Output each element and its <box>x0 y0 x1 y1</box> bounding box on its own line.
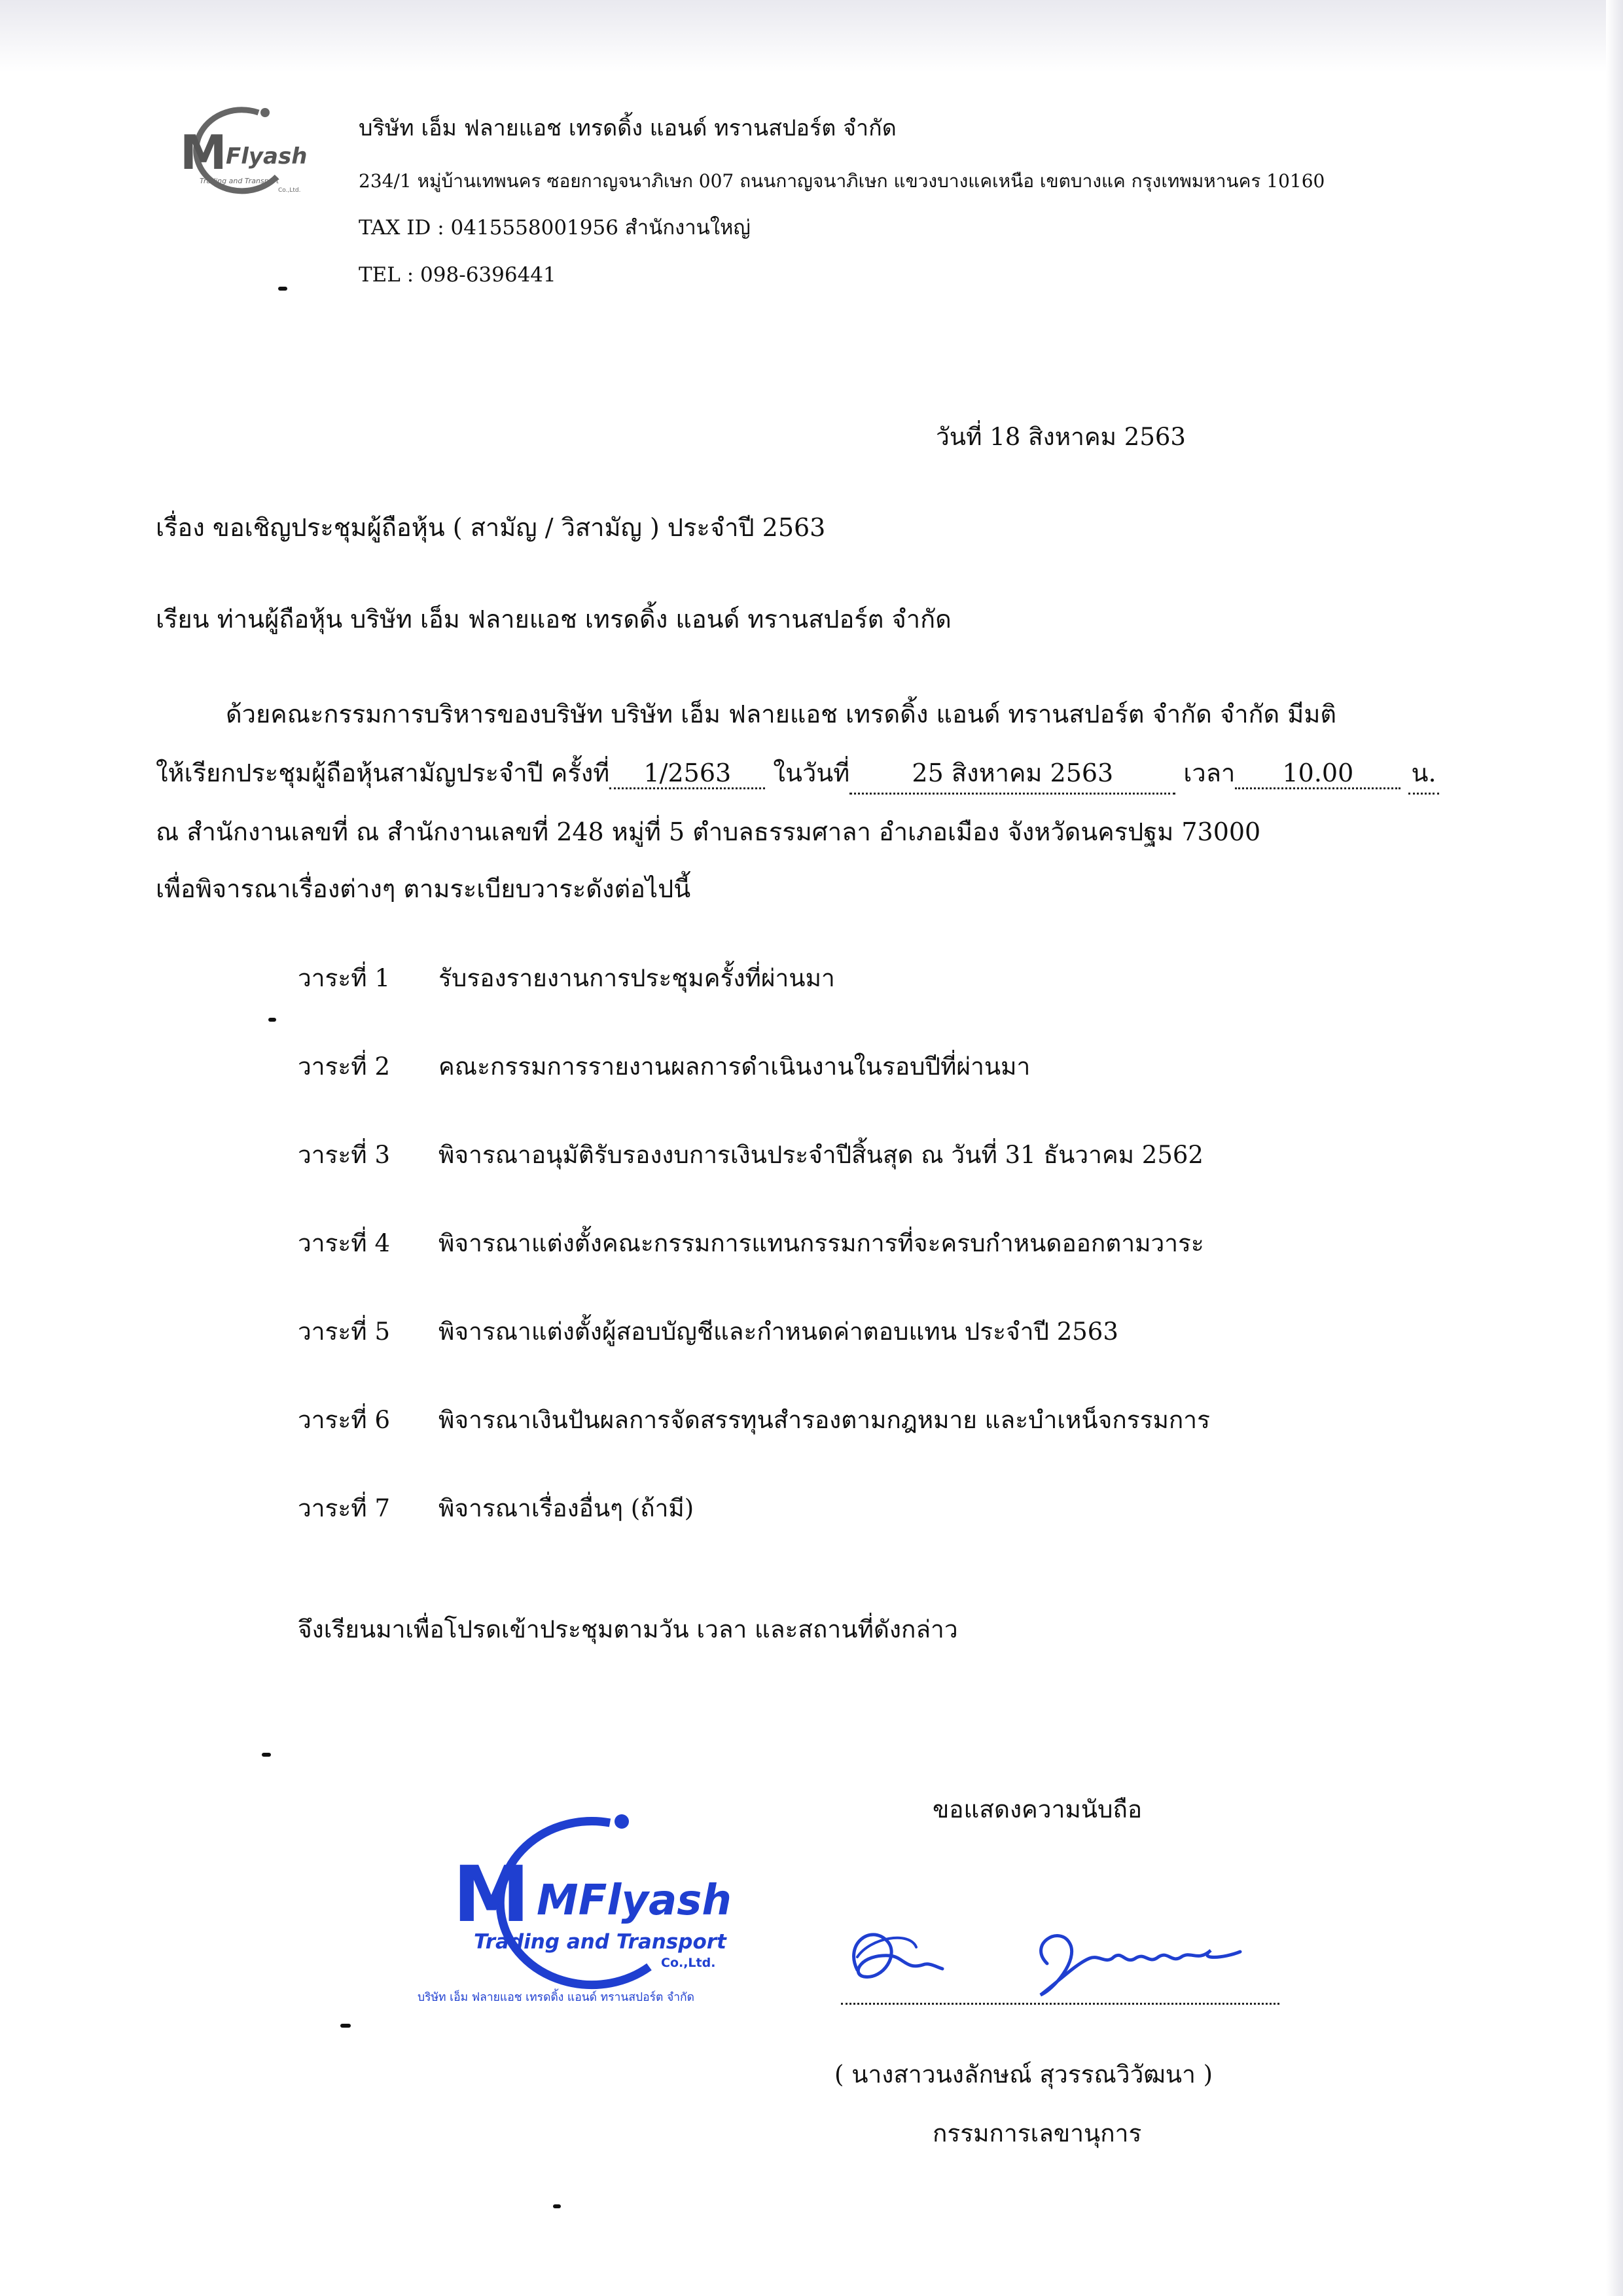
agenda-number: วาระที่ 4 <box>298 1229 390 1257</box>
scan-right-edge <box>1606 0 1623 2296</box>
agenda-text: รับรองรายงานการประชุมครั้งที่ผ่านมา <box>438 964 835 992</box>
svg-text:Flyash: Flyash <box>226 143 308 170</box>
signature-line <box>841 2003 1279 2005</box>
agenda-number: วาระที่ 2 <box>298 1052 390 1081</box>
company-logo-icon <box>160 98 330 200</box>
scan-edge-shadow <box>0 0 1623 72</box>
scan-speck <box>340 2024 351 2028</box>
agenda-text: พิจารณาเงินปันผลการจัดสรรทุนสำรองตามกฎหมาย และบำเหน็จกรรมการ <box>438 1406 1210 1434</box>
agenda-text: พิจารณาเรื่องอื่นๆ (ถ้ามี) <box>438 1494 694 1522</box>
meeting-intro: ให้เรียกประชุมผู้ถือหุ้นสามัญประจำปี ครั้งที่ <box>156 759 610 787</box>
meeting-number: 1/2563 <box>609 759 765 789</box>
agenda-number: วาระที่ 6 <box>298 1406 390 1434</box>
company-address: 234/1 หมู่บ้านเทพนคร ซอยกาญจนาภิเษก 007 ถนนกาญจนาภิเษก แขวงบางแคเหนือ เขตบางแค กรุงเทพมหานคร 10160 <box>359 170 1325 192</box>
agenda-number: วาระที่ 3 <box>298 1141 390 1169</box>
signer-name: ( นางสาวนงลักษณ์ สุวรรณวิวัฒนา ) <box>834 2060 1213 2089</box>
stamp-suffix: Co.,Ltd. <box>661 1956 716 1970</box>
stamp-company-line: บริษัท เอ็ม ฟลายแอช เทรดดิ้ง แอนด์ ทรานสปอร์ต จำกัด <box>418 1991 694 2004</box>
agenda-item <box>298 1489 694 1528</box>
agenda-item <box>298 959 835 997</box>
signer-title: กรรมการเลขานุการ <box>933 2119 1142 2147</box>
scan-speck <box>553 2204 561 2208</box>
agenda-item <box>298 1401 1210 1439</box>
stamp-logo-text: MFlyash <box>537 1876 732 1925</box>
letter-date: วันที่ 18 สิงหาคม 2563 <box>936 423 1186 451</box>
scan-speck <box>278 287 287 291</box>
meeting-date: 25 สิงหาคม 2563 <box>849 753 1175 795</box>
letter-recipient: เรียน ท่านผู้ถือหุ้น บริษัท เอ็ม ฟลายแอช เทรดดิ้ง แอนด์ ทรานสปอร์ต จำกัด <box>156 605 952 634</box>
agenda-item <box>298 1224 1204 1263</box>
scan-speck <box>262 1753 271 1757</box>
company-stamp <box>414 1803 780 2016</box>
svg-text:Co.,Ltd.: Co.,Ltd. <box>278 187 301 194</box>
meeting-time-unit: น. <box>1408 753 1438 795</box>
company-phone: TEL : 098-6396441 <box>359 263 556 287</box>
agenda-text: พิจารณาแต่งตั้งผู้สอบบัญชีและกำหนดค่าตอบแทน ประจำปี 2563 <box>438 1318 1118 1346</box>
agenda-item <box>298 1047 1030 1086</box>
agenda-text: พิจารณาอนุมัติรับรองงบการเงินประจำปีสิ้นสุด ณ วันที่ 31 ธันวาคม 2562 <box>438 1141 1204 1169</box>
agenda-text: คณะกรรมการรายงานผลการดำเนินงานในรอบปีที่ผ่านมา <box>438 1052 1031 1081</box>
agenda-item <box>298 1136 1204 1174</box>
company-name: บริษัท เอ็ม ฟลายแอช เทรดดิ้ง แอนด์ ทรานสปอร์ต จำกัด <box>359 115 897 141</box>
agenda-number: วาระที่ 1 <box>298 964 390 992</box>
agenda-intro: เพื่อพิจารณาเรื่องต่างๆ ตามระเบียบวาระดังต่อไปนี้ <box>156 874 691 903</box>
svg-text:M: M <box>180 125 227 180</box>
agenda-number: วาระที่ 5 <box>298 1318 390 1346</box>
regards-line: ขอแสดงความนับถือ <box>933 1795 1143 1823</box>
meeting-date-label: ในวันที่ <box>773 759 850 787</box>
body-paragraph-line-1: ด้วยคณะกรรมการบริหารของบริษัท บริษัท เอ็ม ฟลายแอช เทรดดิ้ง แอนด์ ทรานสปอร์ต จำกัด จำกัด มีมติ <box>226 700 1337 728</box>
stamp-subtitle: Trading and Transport <box>474 1930 726 1954</box>
meeting-time-label: เวลา <box>1183 759 1236 787</box>
signature <box>831 1918 1289 2003</box>
agenda-item <box>298 1312 1118 1351</box>
body-paragraph-line-2 <box>156 753 1439 795</box>
scan-speck <box>268 1018 276 1022</box>
agenda-number: วาระที่ 7 <box>298 1494 390 1522</box>
closing-sentence: จึงเรียนมาเพื่อโปรดเข้าประชุมตามวัน เวลา และสถานที่ดังกล่าว <box>298 1615 958 1643</box>
meeting-time: 10.00 <box>1235 759 1400 789</box>
company-tax-id: TAX ID : 0415558001956 สำนักงานใหญ่ <box>359 216 751 240</box>
svg-text:Trading and Transport: Trading and Transport <box>200 177 279 185</box>
svg-text:M: M <box>453 1849 530 1939</box>
meeting-location: ณ สำนักงานเลขที่ ณ สำนักงานเลขที่ 248 หมู่ที่ 5 ตำบลธรรมศาลา อำเภอเมือง จังหวัดนครปฐม 73000 <box>156 817 1261 846</box>
agenda-text: พิจารณาแต่งตั้งคณะกรรมการแทนกรรมการที่จะครบกำหนดออกตามวาระ <box>438 1229 1204 1257</box>
letter-subject: เรื่อง ขอเชิญประชุมผู้ถือหุ้น ( สามัญ / วิสามัญ ) ประจำปี 2563 <box>156 513 826 542</box>
